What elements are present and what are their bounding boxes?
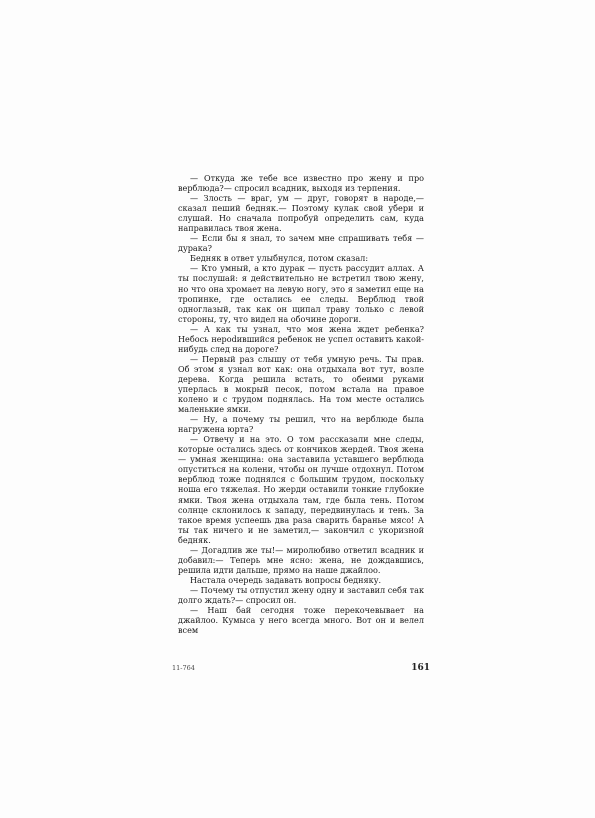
paragraph: — Догадлив же ты!— миролюбиво ответил всадник и добавил:— Теперь мне ясно: жена, не дождавшись, решила идти дальше, прямо на наше джайлоо.: [178, 544, 424, 575]
printer-signature: 11-764: [172, 664, 195, 672]
paragraph: — Откуда же тебе все известно про жену и про верблюда?— спросил всадник, выходя из терпения.: [178, 173, 424, 194]
paragraph: — Наш бай сегодня тоже перекочевывает на джайлоо. Кумыса у него всегда много. Вот он и велел всем: [178, 605, 424, 636]
paragraph: — Первый раз слышу от тебя умную речь. Ты прав. Об этом я узнал вот как: она отдыхала вот тут, возле дерева. Когда решила встать, то обеими руками уперлась в мокрый песок, потом встала на правое колено и с трудом поднялась. На том месте остались маленькие ямки.: [178, 353, 424, 415]
paragraph: — Ну, а почему ты решил, что на верблюде была нагружена юрта?: [178, 414, 424, 435]
body-text: [178, 173, 424, 635]
paragraph: — Если бы я знал, то зачем мне спрашивать тебя — дурака?: [178, 233, 424, 254]
page-number: 161: [411, 663, 430, 673]
paragraph: — А как ты узнал, что моя жена ждет ребенка? Небось нерodившийся ребенок не успел оставить какой-нибудь след на дороге?: [178, 323, 424, 354]
paragraph: — Кто умный, а кто дурак — пусть рассудит аллах. А ты послушай: я действительно не встретил твою жену, но что она хромает на левую ногу, это я заметил еще на тропинке, где остались ее следы. Верблюд твой одноглазый, так как он щипал траву только с левой стороны, ту, что видел на обочине дороги.: [178, 263, 424, 324]
paragraph: — Отвечу и на это. О том рассказали мне следы, которые остались здесь от кончиков жердей. Твоя жена — умная женщина: она заставила уставшего верблюда опуститься на колени, чтобы он лучше отдохнул. Потом верблюд тоже поднялся с большим трудом, поскольку ноша его тяжелая. Но жерди оставили тонкие глубокие ямки. Твоя жена отдыхала там, где была тень. Потом солнце склонилось к западу, передвинулась и тень. За такое время успеешь два раза сварить баранье мясо! А ты так ничего и не заметил,— закончил с укоризной бедняк.: [178, 434, 424, 545]
paragraph: Настала очередь задавать вопросы бедняку.: [190, 574, 382, 585]
paragraph: — Злость — враг, ум — друг, говорят в народе,— сказал пеший бедняк.— Поэтому кулак свой убери и слушай. Но сначала попробуй определить сам, куда направилась твоя жена.: [178, 193, 424, 234]
paragraph: Бедняк в ответ улыбнулся, потом сказал:: [190, 253, 369, 264]
page-footer: [172, 664, 430, 676]
paragraph: — Почему ты отпустил жену одну и заставил себя так долго ждать?— спросил он.: [178, 584, 424, 605]
